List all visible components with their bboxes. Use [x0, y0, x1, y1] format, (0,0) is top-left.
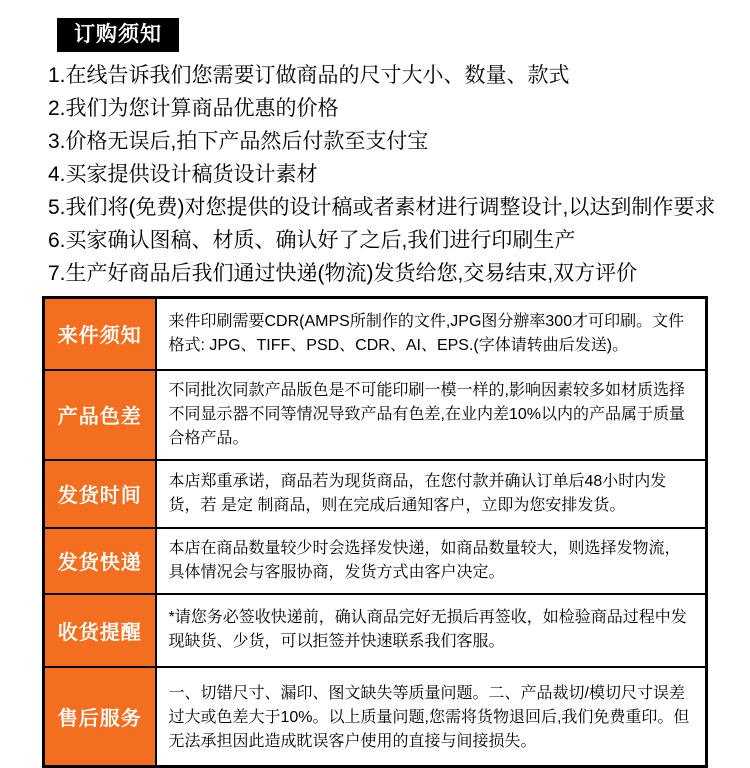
- order-step-6: 6.买家确认图稿、材质、确认好了之后,我们进行印刷生产: [48, 229, 576, 252]
- table-row: [44, 594, 707, 667]
- table-row: [44, 370, 707, 460]
- row-content: 一、切错尺寸、漏印、图文缺失等质量问题。二、产品裁切/模切尺寸误差过大或色差大于10%。以上质量问题,您需将货物退回后,我们免费重印。但无法承担因此造成眈误客户使用的直接与间接损失。: [156, 667, 707, 767]
- row-content: 本店在商品数量较少时会选择发快递，如商品数量较大，则选择发物流，具体情况会与客服协商，发货方式由客户决定。: [156, 528, 707, 594]
- order-step-5: 5.我们将(免费)对您提供的设计稿或者素材进行调整设计,以达到制作要求: [48, 196, 716, 219]
- order-step-7: 7.生产好商品后我们通过快递(物流)发货给您,交易结束,双方评价: [48, 262, 638, 285]
- row-label: 来件须知: [44, 298, 156, 370]
- order-steps-list: [48, 65, 750, 285]
- row-label: 发货快递: [44, 528, 156, 594]
- row-label: 收货提醒: [44, 594, 156, 667]
- order-step-2: 2.我们为您计算商品优惠的价格: [48, 97, 339, 120]
- table-row: [44, 460, 707, 528]
- row-content: *请您务必签收快递前，确认商品完好无损后再签收，如检验商品过程中发现缺货、少货，可以拒签并快速联系我们客服。: [156, 594, 707, 667]
- row-label: 发货时间: [44, 460, 156, 528]
- row-content: 本店郑重承诺，商品若为现货商品，在您付款并确认订单后48小时内发货，若 是定 制商品，则在完成后通知客户，立即为您安排发货。: [156, 460, 707, 528]
- row-label: 售后服务: [44, 667, 156, 767]
- row-label: 产品色差: [44, 370, 156, 460]
- notice-table: [42, 296, 708, 768]
- table-row: [44, 667, 707, 767]
- row-content: 不同批次同款产品版色是不可能印刷一模一样的,影响因素较多如材质选择不同显示器不同等情况导致产品有色差,在业内差10%以内的产品属于质量合格产品。: [156, 370, 707, 460]
- order-step-4: 4.买家提供设计稿货设计素材: [48, 163, 318, 186]
- table-row: [44, 528, 707, 594]
- order-step-3: 3.价格无误后,拍下产品然后付款至支付宝: [48, 130, 429, 153]
- order-step-1: 1.在线告诉我们您需要订做商品的尺寸大小、数量、款式: [48, 64, 570, 87]
- table-row: [44, 298, 707, 370]
- section-title-badge: 订购须知: [57, 18, 179, 52]
- row-content: 来件印刷需要CDR(AMPS所制作的文件,JPG图分辦率300才可印刷。文件格式: JPG、TIFF、PSD、CDR、AI、EPS.(字体请转曲后发送)。: [156, 298, 707, 370]
